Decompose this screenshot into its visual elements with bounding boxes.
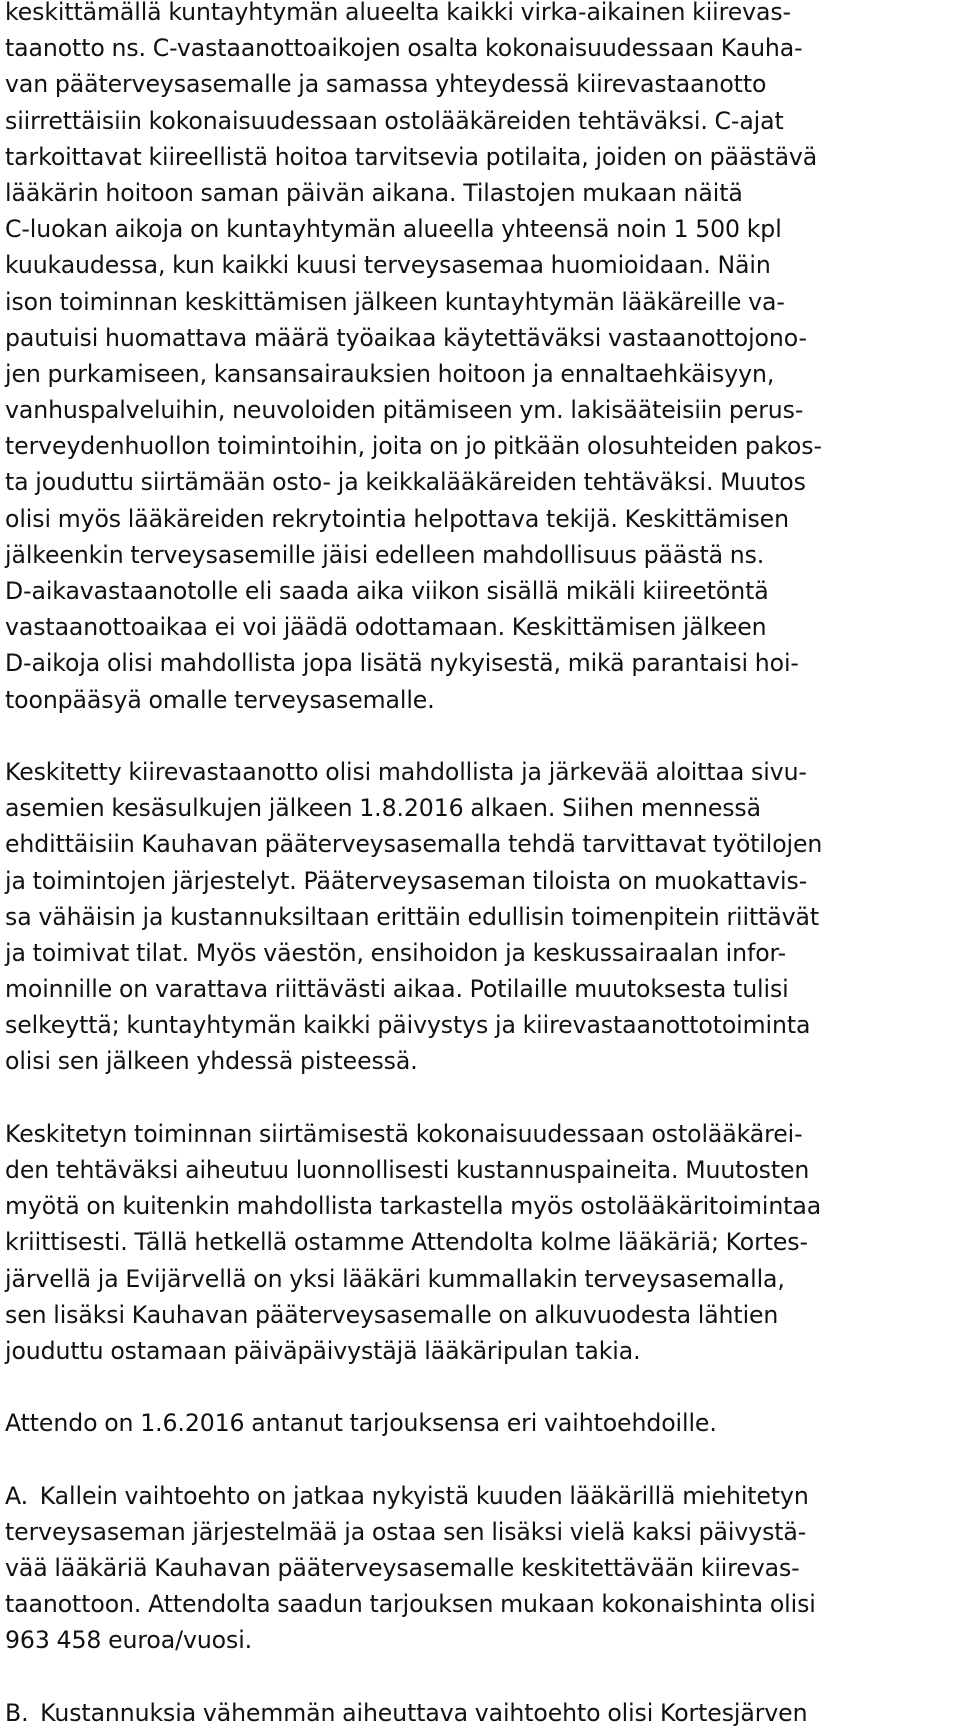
- text-line: Keskitetyn toiminnan siirtämisestä kokonaisuudessaan ostolääkärei-: [5, 1119, 803, 1148]
- text-line: siirrettäisiin kokonaisuudessaan ostolääkäreiden tehtäväksi. C-ajat: [5, 106, 784, 135]
- text-line: Keskitetty kiirevastaanotto olisi mahdollista ja järkevää aloittaa sivu-: [5, 757, 807, 786]
- text-line: ison toiminnan keskittämisen jälkeen kuntayhtymän lääkäreille va-: [5, 287, 785, 316]
- text-line: kriittisesti. Tällä hetkellä ostamme Attendolta kolme lääkäriä; Kortes-: [5, 1228, 808, 1257]
- text-line: sen lisäksi Kauhavan pääterveysasemalle on alkuvuodesta lähtien: [5, 1300, 779, 1329]
- text-line: toonpääsyä omalle terveysasemalle.: [5, 685, 435, 714]
- text-line: ehdittäisiin Kauhavan pääterveysasemalla tehdä tarvittavat työtilojen: [5, 830, 823, 859]
- text-line: terveydenhuollon toimintoihin, joita on jo pitkään olosuhteiden pakos-: [5, 432, 822, 461]
- text-line: taanottoon. Attendolta saadun tarjouksen mukaan kokonaishinta olisi: [5, 1590, 816, 1619]
- text-line: den tehtäväksi aiheutuu luonnollisesti kustannuspaineita. Muutosten: [5, 1156, 810, 1184]
- paragraph-spacer: [0, 1442, 960, 1478]
- text-line: selkeyttä; kuntayhtymän kaikki päivystys ja kiirevastaanottotoiminta: [5, 1011, 811, 1040]
- text-line: asemien kesäsulkujen jälkeen 1.8.2016 alkaen. Siihen mennessä: [5, 794, 761, 823]
- paragraph-spacer: [0, 1369, 960, 1405]
- paragraph-spacer: [0, 718, 960, 754]
- text-line: vastaanottoaikaa ei voi jäädä odottamaan. Keskittämisen jälkeen: [5, 613, 767, 642]
- text-line: pautuisi huomattava määrä työaikaa käytettäväksi vastaanottojono-: [5, 323, 807, 352]
- text-line: C-luokan aikoja on kuntayhtymän alueella yhteensä noin 1 500 kpl: [5, 215, 782, 244]
- text-line: jouduttu ostamaan päiväpäivystäjä lääkäripulan takia.: [5, 1336, 641, 1365]
- paragraph-kiirevastaanotto-keskittaminen: [0, 0, 960, 718]
- text-line: B. Kustannuksia vähemmän aiheuttava vaihtoehto olisi Kortesjärven: [5, 1698, 808, 1727]
- option-b: [0, 1695, 960, 1731]
- text-line: kuukaudessa, kun kaikki kuusi terveysasemaa huomioidaan. Näin: [5, 251, 771, 280]
- paragraph-attendo-tarjous: [0, 1405, 960, 1441]
- text-line: jen purkamiseen, kansansairauksien hoitoon ja ennaltaehkäisyyn,: [5, 359, 775, 388]
- paragraph-kustannuspaineet: [0, 1116, 960, 1369]
- text-line: moinnille on varattava riittävästi aikaa. Potilaille muutoksesta tulisi: [5, 975, 789, 1004]
- paragraph-aloitusajankohta: [0, 754, 960, 1080]
- text-line: myötä on kuitenkin mahdollista tarkastella myös ostolääkäritoimintaa: [5, 1192, 822, 1221]
- option-a: [0, 1478, 960, 1659]
- text-line: D-aikavastaanotolle eli saada aika viikon sisällä mikäli kiireetöntä: [5, 577, 769, 605]
- text-line: olisi myös lääkäreiden rekrytointia helpottava tekijä. Keskittämisen: [5, 504, 789, 533]
- text-line: terveysaseman järjestelmää ja ostaa sen lisäksi vielä kaksi päivystä-: [5, 1517, 807, 1546]
- text-line: vää lääkäriä Kauhavan pääterveysasemalle keskitettävään kiirevas-: [5, 1554, 800, 1583]
- text-line: lääkärin hoitoon saman päivän aikana. Tilastojen mukaan näitä: [5, 178, 743, 207]
- text-line: ta jouduttu siirtämään osto- ja keikkalääkäreiden tehtäväksi. Muutos: [5, 468, 806, 497]
- text-line: vanhuspalveluihin, neuvoloiden pitämiseen ym. lakisääteisiin perus-: [5, 396, 804, 425]
- text-line: 963 458 euroa/vuosi.: [5, 1626, 253, 1655]
- text-line: olisi sen jälkeen yhdessä pisteessä.: [5, 1047, 418, 1076]
- text-line: ja toimintojen järjestelyt. Pääterveysaseman tiloista on muokattavis-: [5, 866, 808, 895]
- text-line: järvellä ja Evijärvellä on yksi lääkäri kummallakin terveysasemalla,: [5, 1264, 785, 1293]
- text-line: van pääterveysasemalle ja samassa yhteydessä kiirevastaanotto: [5, 70, 767, 99]
- text-line: keskittämällä kuntayhtymän alueelta kaikki virka-aikainen kiirevas-: [5, 0, 791, 26]
- paragraph-spacer: [0, 1659, 960, 1695]
- paragraph-spacer: [0, 1080, 960, 1116]
- text-line: A. Kallein vaihtoehto on jatkaa nykyistä kuuden lääkärillä miehitetyn: [5, 1481, 809, 1510]
- text-line: Attendo on 1.6.2016 antanut tarjouksensa eri vaihtoehdoille.: [5, 1409, 717, 1438]
- text-line: ja toimivat tilat. Myös väestön, ensihoidon ja keskussairaalan infor-: [5, 938, 787, 967]
- text-line: sa vähäisin ja kustannuksiltaan erittäin edullisin toimenpitein riittävät: [5, 902, 819, 931]
- text-line: taanotto ns. C-vastaanottoaikojen osalta kokonaisuudessaan Kauha-: [5, 34, 803, 63]
- text-line: tarkoittavat kiireellistä hoitoa tarvitsevia potilaita, joiden on päästävä: [5, 142, 818, 171]
- text-line: jälkeenkin terveysasemille jäisi edelleen mahdollisuus päästä ns.: [5, 540, 765, 569]
- text-line: D-aikoja olisi mahdollista jopa lisätä nykyisestä, mikä parantaisi hoi-: [5, 649, 799, 678]
